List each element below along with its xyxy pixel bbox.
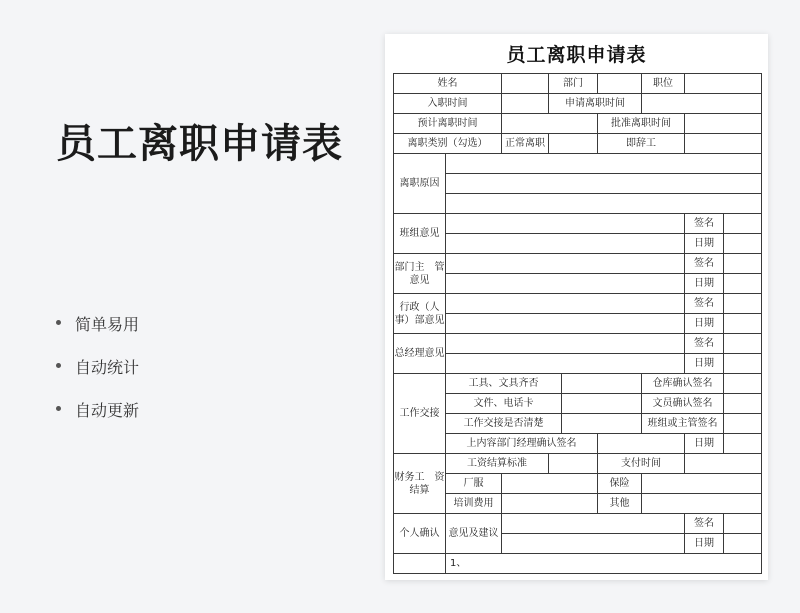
form-label-approved-date: 批准离职时间 bbox=[597, 113, 685, 134]
form-input-cell[interactable] bbox=[723, 313, 762, 334]
form-label-date: 日期 bbox=[684, 313, 724, 334]
bullet-icon bbox=[56, 406, 61, 411]
form-label-sign: 签名 bbox=[684, 253, 724, 274]
form-label-team-lead-sign: 班组或主管签名 bbox=[641, 413, 724, 434]
form-label-sign: 签名 bbox=[684, 333, 724, 354]
form-label-insurance: 保险 bbox=[597, 473, 642, 494]
form-label-name: 姓名 bbox=[393, 73, 502, 94]
form-input-cell[interactable] bbox=[641, 473, 762, 494]
form-input-cell[interactable] bbox=[548, 133, 598, 154]
form-input-cell[interactable] bbox=[684, 453, 762, 474]
feature-label: 自动更新 bbox=[75, 401, 140, 420]
form-input-cell[interactable] bbox=[501, 473, 598, 494]
form-label-personal-confirm: 个人确认 bbox=[393, 513, 446, 554]
form-input-cell[interactable] bbox=[445, 213, 685, 234]
form-input-cell[interactable] bbox=[723, 373, 762, 394]
form-label-opinion-suggestion: 意见及建议 bbox=[445, 513, 502, 554]
form-input-cell[interactable] bbox=[501, 73, 549, 94]
form-label-gm-opinion: 总经理意见 bbox=[393, 333, 446, 374]
form-input-cell[interactable] bbox=[723, 413, 762, 434]
form-input-cell[interactable] bbox=[723, 213, 762, 234]
form-input-cell[interactable] bbox=[723, 273, 762, 294]
form-input-cell[interactable] bbox=[597, 73, 642, 94]
form-input-cell[interactable] bbox=[445, 293, 685, 314]
form-label-uniform: 厂服 bbox=[445, 473, 502, 494]
form-label-date: 日期 bbox=[684, 233, 724, 254]
form-input-cell[interactable] bbox=[723, 253, 762, 274]
form-paper bbox=[385, 34, 768, 580]
form-input-cell[interactable] bbox=[445, 153, 762, 174]
feature-item bbox=[56, 398, 139, 441]
form-input-cell[interactable] bbox=[684, 133, 762, 154]
form-label-dept: 部门 bbox=[548, 73, 598, 94]
form-input-cell[interactable] bbox=[723, 393, 762, 414]
form-input-cell[interactable] bbox=[684, 113, 762, 134]
form-label-expected-date: 预计离职时间 bbox=[393, 113, 502, 134]
form-label-other: 其他 bbox=[597, 493, 642, 514]
form-input-cell[interactable] bbox=[445, 313, 685, 334]
form-label-hire-date: 入职时间 bbox=[393, 93, 502, 114]
form-label-position: 职位 bbox=[641, 73, 685, 94]
form-input-cell[interactable] bbox=[501, 533, 685, 554]
form-input-cell[interactable] bbox=[723, 333, 762, 354]
form-input-cell[interactable] bbox=[723, 513, 762, 534]
form-label-dept-head-opinion: 部门主 管意见 bbox=[393, 253, 446, 294]
form-input-cell[interactable] bbox=[561, 413, 642, 434]
form-input-cell[interactable] bbox=[445, 273, 685, 294]
form-input-cell[interactable] bbox=[684, 73, 762, 94]
form-label-apply-date: 申请离职时间 bbox=[548, 93, 642, 114]
form-label-normal-leave: 正常离职 bbox=[501, 133, 549, 154]
feature-item bbox=[56, 355, 139, 398]
form-label-sign: 签名 bbox=[684, 213, 724, 234]
form-input-cell[interactable] bbox=[723, 233, 762, 254]
form-input-cell[interactable] bbox=[445, 333, 685, 354]
form-input-cell[interactable] bbox=[723, 433, 762, 454]
form-label-tools: 工具、文具齐否 bbox=[445, 373, 562, 394]
form-label-sign: 签名 bbox=[684, 513, 724, 534]
form-input-cell[interactable] bbox=[723, 533, 762, 554]
bullet-icon bbox=[56, 320, 61, 325]
page-title: 员工离职申请表 bbox=[56, 121, 343, 167]
form-input-cell[interactable] bbox=[723, 293, 762, 314]
form-label-immediate-leave: 即辞工 bbox=[597, 133, 685, 154]
form-title: 员工离职申请表 bbox=[506, 44, 647, 66]
form-input-cell[interactable] bbox=[445, 253, 685, 274]
form-input-cell[interactable] bbox=[641, 493, 762, 514]
form-input-cell[interactable] bbox=[501, 493, 598, 514]
form-label-handover-clear: 工作交接是否清楚 bbox=[445, 413, 562, 434]
form-input-cell[interactable] bbox=[723, 353, 762, 374]
form-input-cell[interactable] bbox=[501, 513, 685, 534]
form-label-training-fee: 培训费用 bbox=[445, 493, 502, 514]
form-input-cell[interactable] bbox=[501, 113, 598, 134]
form-input-cell[interactable] bbox=[445, 173, 762, 194]
form-label-handover: 工作交接 bbox=[393, 373, 446, 454]
form-label-leave-type: 离职类别（勾选） bbox=[393, 133, 502, 154]
form-label-sign: 签名 bbox=[684, 293, 724, 314]
form-label-dept-manager-sign: 上内容部门经理确认签名 bbox=[445, 433, 598, 454]
form-label-leave-reason: 离职原因 bbox=[393, 153, 446, 214]
form-label-admin-hr-opinion: 行政（人事）部意见 bbox=[393, 293, 446, 334]
form-input-cell[interactable] bbox=[597, 433, 685, 454]
form-label-date: 日期 bbox=[684, 273, 724, 294]
bullet-icon bbox=[56, 363, 61, 368]
form-label-pay-time: 支付时间 bbox=[597, 453, 685, 474]
form-input-cell[interactable] bbox=[445, 353, 685, 374]
form-label-warehouse-sign: 仓库确认签名 bbox=[641, 373, 724, 394]
feature-item bbox=[56, 312, 139, 355]
form-label-documents: 文件、电话卡 bbox=[445, 393, 562, 414]
form-label-clerk-sign: 文员确认签名 bbox=[641, 393, 724, 414]
form-label-salary-standard: 工资结算标准 bbox=[445, 453, 549, 474]
form-input-cell[interactable] bbox=[393, 553, 446, 574]
form-label-team-opinion: 班组意见 bbox=[393, 213, 446, 254]
feature-list bbox=[56, 312, 139, 441]
form-label-date: 日期 bbox=[684, 433, 724, 454]
form-input-cell[interactable] bbox=[445, 193, 762, 214]
form-input-cell[interactable] bbox=[548, 453, 598, 474]
form-label-date: 日期 bbox=[684, 533, 724, 554]
form-label-finance-settlement: 财务工 资结算 bbox=[393, 453, 446, 514]
form-label-date: 日期 bbox=[684, 353, 724, 374]
form-input-cell[interactable] bbox=[561, 373, 642, 394]
form-input-cell[interactable] bbox=[445, 233, 685, 254]
feature-label: 自动统计 bbox=[75, 358, 140, 377]
form-input-cell[interactable] bbox=[501, 93, 549, 114]
feature-label: 简单易用 bbox=[75, 315, 140, 334]
form-input-cell[interactable] bbox=[561, 393, 642, 414]
form-input-cell[interactable] bbox=[641, 93, 762, 114]
form-label-note-1: 1、 bbox=[445, 553, 762, 574]
